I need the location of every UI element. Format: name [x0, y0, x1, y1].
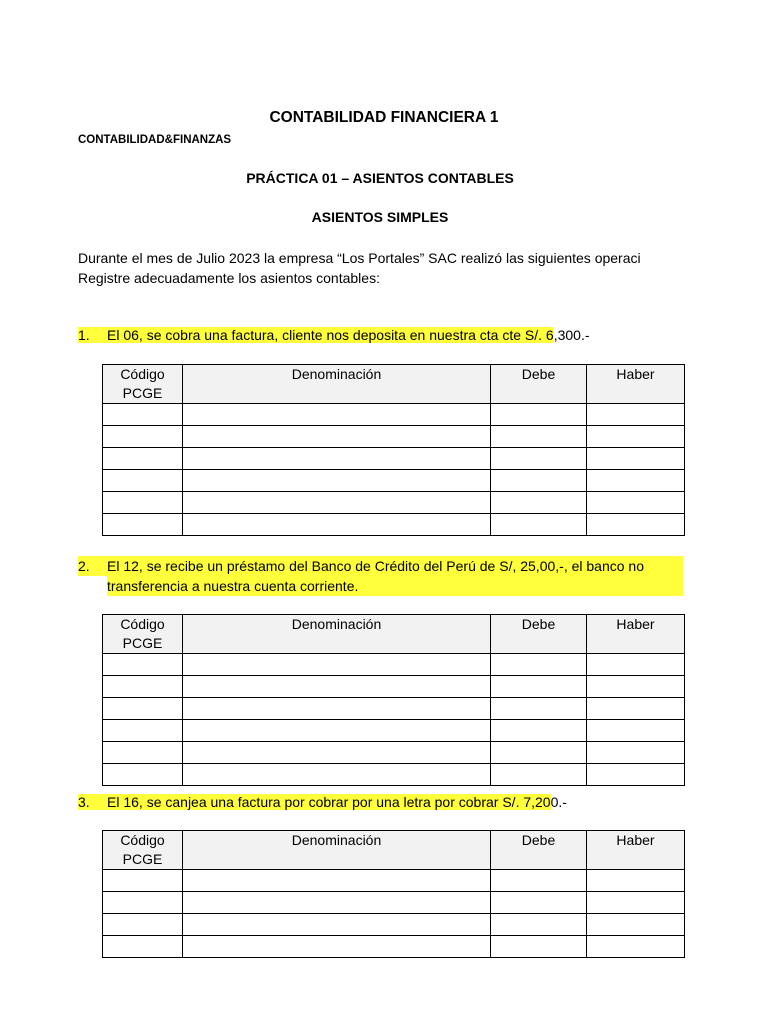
table-row	[103, 698, 685, 720]
cell-codigo[interactable]	[103, 676, 183, 698]
table-header-row	[103, 615, 685, 654]
cell-debe[interactable]	[491, 492, 587, 514]
cell-codigo[interactable]	[103, 936, 183, 958]
cell-codigo[interactable]	[103, 514, 183, 536]
cell-codigo[interactable]	[103, 914, 183, 936]
cell-haber[interactable]	[587, 404, 685, 426]
cell-haber[interactable]	[587, 720, 685, 742]
cell-debe[interactable]	[491, 654, 587, 676]
exercise-text-rest: 0.-	[550, 794, 567, 810]
header-codigo-pcge: Código PCGE	[103, 365, 183, 404]
cell-denominacion[interactable]	[183, 470, 491, 492]
cell-codigo[interactable]	[103, 892, 183, 914]
table-row	[103, 936, 685, 958]
cell-denominacion[interactable]	[183, 870, 491, 892]
cell-codigo[interactable]	[103, 492, 183, 514]
table-row	[103, 514, 685, 536]
table-row	[103, 470, 685, 492]
cell-codigo[interactable]	[103, 764, 183, 786]
table-row	[103, 870, 685, 892]
cell-denominacion[interactable]	[183, 448, 491, 470]
exercise-text: El 06, se cobra una factura, cliente nos deposita en nuestra cta cte S/. 6	[107, 327, 554, 343]
exercise-text-line-2: transferencia a nuestra cuenta corriente.	[107, 578, 359, 594]
cell-haber[interactable]	[587, 492, 685, 514]
cell-denominacion[interactable]	[183, 654, 491, 676]
cell-debe[interactable]	[491, 426, 587, 448]
cell-codigo[interactable]	[103, 470, 183, 492]
cell-haber[interactable]	[587, 676, 685, 698]
journal-entry-table-3	[102, 830, 685, 958]
cell-codigo[interactable]	[103, 654, 183, 676]
exercise-item-2	[78, 556, 768, 596]
cell-debe[interactable]	[491, 936, 587, 958]
cell-haber[interactable]	[587, 698, 685, 720]
journal-entry-table-1	[102, 364, 685, 536]
header-denominacion: Denominación	[183, 365, 491, 404]
cell-haber[interactable]	[587, 742, 685, 764]
cell-codigo[interactable]	[103, 426, 183, 448]
table-row	[103, 448, 685, 470]
cell-codigo[interactable]	[103, 870, 183, 892]
cell-haber[interactable]	[587, 870, 685, 892]
course-subtitle: CONTABILIDAD&FINANZAS	[78, 134, 232, 146]
intro-line-2: Registre adecuadamente los asientos contables:	[78, 270, 380, 286]
cell-codigo[interactable]	[103, 404, 183, 426]
exercise-number: 3.	[78, 794, 90, 810]
header-denominacion: Denominación	[183, 615, 491, 654]
journal-entry-table-2	[102, 614, 685, 786]
intro-line-1: Durante el mes de Julio 2023 la empresa “Los Portales” SAC realizó las siguientes operaci	[78, 250, 641, 266]
exercise-text: El 16, se canjea una factura por cobrar por una letra por cobrar S/. 7,20	[107, 794, 551, 810]
table-row	[103, 492, 685, 514]
header-haber: Haber	[587, 365, 685, 404]
header-codigo-pcge: Código PCGE	[103, 615, 183, 654]
cell-debe[interactable]	[491, 742, 587, 764]
cell-debe[interactable]	[491, 870, 587, 892]
table-row	[103, 764, 685, 786]
header-denominacion: Denominación	[183, 831, 491, 870]
table-row	[103, 676, 685, 698]
cell-haber[interactable]	[587, 470, 685, 492]
table-header-row	[103, 831, 685, 870]
header-debe: Debe	[491, 365, 587, 404]
header-codigo-pcge: Código PCGE	[103, 831, 183, 870]
cell-denominacion[interactable]	[183, 492, 491, 514]
cell-haber[interactable]	[587, 764, 685, 786]
cell-haber[interactable]	[587, 654, 685, 676]
cell-debe[interactable]	[491, 448, 587, 470]
cell-codigo[interactable]	[103, 742, 183, 764]
table-row	[103, 426, 685, 448]
cell-debe[interactable]	[491, 404, 587, 426]
table-row	[103, 892, 685, 914]
cell-debe[interactable]	[491, 676, 587, 698]
cell-denominacion[interactable]	[183, 698, 491, 720]
cell-debe[interactable]	[491, 698, 587, 720]
cell-debe[interactable]	[491, 914, 587, 936]
intro-paragraph	[78, 248, 768, 288]
table-row	[103, 404, 685, 426]
cell-denominacion[interactable]	[183, 676, 491, 698]
cell-codigo[interactable]	[103, 698, 183, 720]
section-title: ASIENTOS SIMPLES	[311, 209, 449, 225]
table-row	[103, 654, 685, 676]
header-debe: Debe	[491, 831, 587, 870]
cell-haber[interactable]	[587, 892, 685, 914]
cell-denominacion[interactable]	[183, 892, 491, 914]
table-row	[103, 914, 685, 936]
cell-haber[interactable]	[587, 936, 685, 958]
practice-title: PRÁCTICA 01 – ASIENTOS CONTABLES	[246, 170, 514, 186]
table-row	[103, 742, 685, 764]
cell-debe[interactable]	[491, 470, 587, 492]
exercise-text-line-1: El 12, se recibe un préstamo del Banco de Crédito del Perú de S/, 25,00,-, el banco no	[107, 558, 644, 574]
table-header-row	[103, 365, 685, 404]
cell-denominacion[interactable]	[183, 764, 491, 786]
exercise-item-3	[78, 792, 567, 812]
cell-denominacion[interactable]	[183, 914, 491, 936]
document-title: CONTABILIDAD FINANCIERA 1	[269, 109, 499, 126]
cell-denominacion[interactable]	[183, 742, 491, 764]
cell-denominacion[interactable]	[183, 426, 491, 448]
cell-denominacion[interactable]	[183, 404, 491, 426]
table-row	[103, 720, 685, 742]
exercise-item-1	[78, 325, 590, 345]
cell-codigo[interactable]	[103, 448, 183, 470]
cell-debe[interactable]	[491, 892, 587, 914]
exercise-number: 2.	[78, 558, 90, 574]
exercise-text-rest: ,300.-	[553, 327, 590, 343]
header-haber: Haber	[587, 615, 685, 654]
header-debe: Debe	[491, 615, 587, 654]
cell-haber[interactable]	[587, 914, 685, 936]
cell-codigo[interactable]	[103, 720, 183, 742]
cell-denominacion[interactable]	[183, 720, 491, 742]
header-haber: Haber	[587, 831, 685, 870]
cell-haber[interactable]	[587, 514, 685, 536]
cell-denominacion[interactable]	[183, 514, 491, 536]
exercise-number: 1.	[78, 327, 90, 343]
cell-denominacion[interactable]	[183, 936, 491, 958]
cell-debe[interactable]	[491, 720, 587, 742]
cell-debe[interactable]	[491, 764, 587, 786]
cell-debe[interactable]	[491, 514, 587, 536]
cell-haber[interactable]	[587, 426, 685, 448]
cell-haber[interactable]	[587, 448, 685, 470]
